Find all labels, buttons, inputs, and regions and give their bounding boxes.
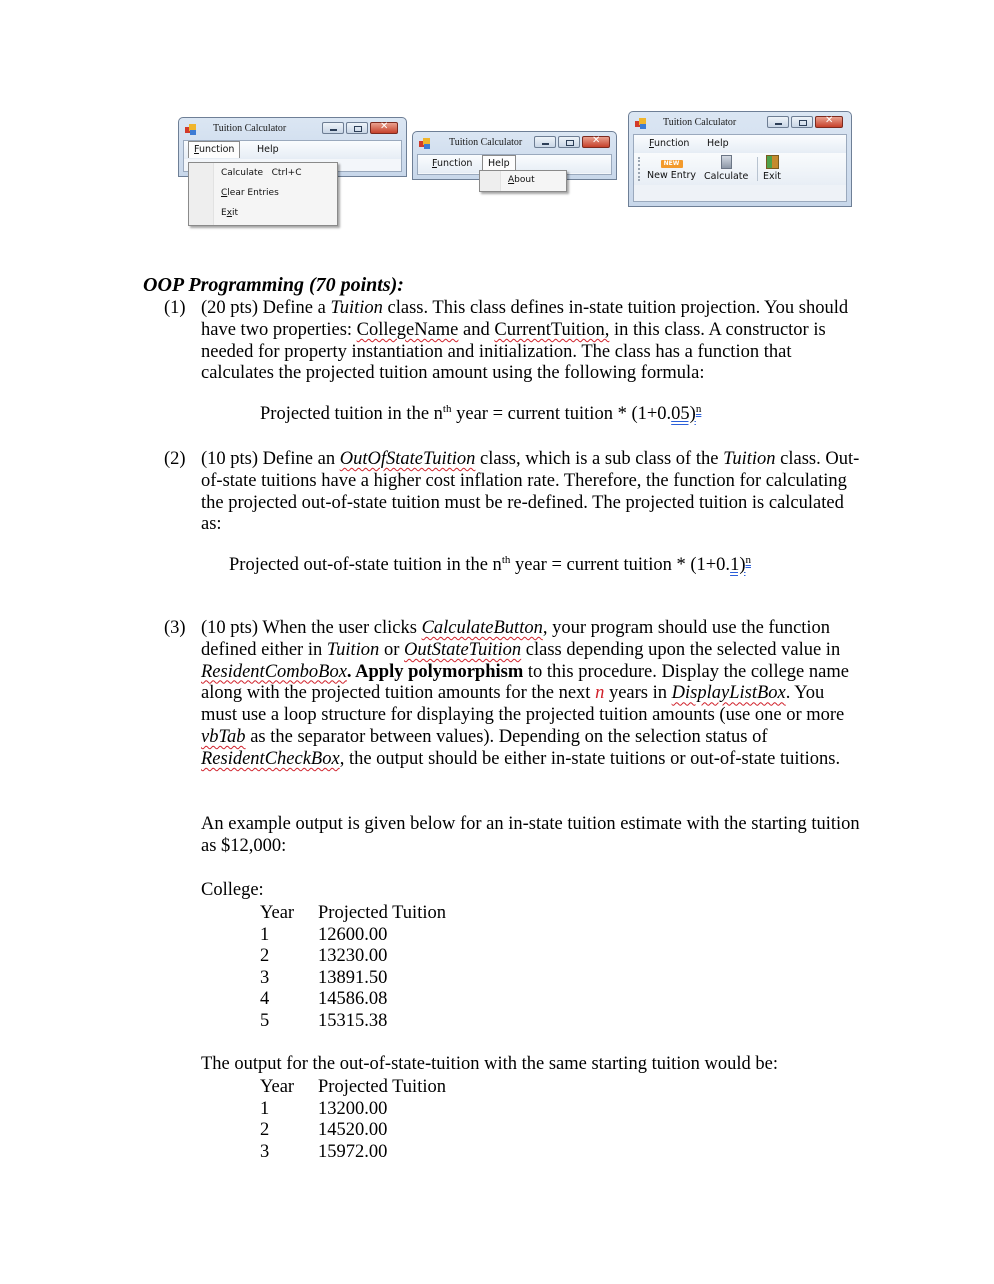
- section-heading: OOP Programming (70 points):: [143, 274, 404, 296]
- app-icon: [419, 138, 431, 149]
- window-title: Tuition Calculator: [449, 137, 523, 148]
- menu-item-calculate[interactable]: Calculate Ctrl+C: [221, 168, 302, 178]
- question-2-text: (10 pts) Define an OutOfStateTuition class, which is a sub class of the Tuition class. Out-of-state tuitions have a higher cost inflation rate. Therefore, the function for calculating the projected out-of-state tuition must be re-defined. The projected tuition is calculated as:: [201, 449, 860, 535]
- toolbar-separator: [757, 157, 758, 181]
- menu-function[interactable]: Function: [432, 158, 473, 169]
- exit-door-icon: [766, 155, 779, 169]
- menu-bar: [634, 135, 846, 153]
- minimize-button[interactable]: [767, 116, 789, 128]
- app-icon: [185, 124, 197, 135]
- menu-bar: [184, 141, 401, 159]
- title-bar[interactable]: [179, 118, 406, 140]
- function-dropdown: [188, 162, 338, 226]
- table-row: 5 15315.38: [260, 1010, 388, 1031]
- question-1-number: (1): [164, 298, 186, 318]
- toolbar-grip[interactable]: [638, 157, 642, 181]
- table-row: 2 14520.00: [260, 1120, 388, 1140]
- example-intro: An example output is given below for an in-state tuition estimate with the starting tuition as $12,000:: [201, 814, 860, 856]
- outstate-intro: The output for the out-of-state-tuition with the same starting tuition would be:: [201, 1054, 778, 1074]
- table-header: Year Projected Tuition: [260, 903, 446, 923]
- title-bar[interactable]: [413, 132, 616, 154]
- table-row: 4 14586.08: [260, 989, 388, 1009]
- exit-button[interactable]: Exit: [763, 155, 781, 182]
- title-bar[interactable]: [629, 112, 851, 134]
- new-entry-button[interactable]: NEW New Entry: [647, 160, 697, 181]
- close-button[interactable]: [370, 122, 398, 134]
- calculate-button[interactable]: Calculate: [704, 155, 748, 182]
- menu-item-about[interactable]: About: [508, 175, 535, 185]
- menu-help[interactable]: Help: [707, 138, 729, 149]
- minimize-button[interactable]: [322, 122, 344, 134]
- minimize-button[interactable]: [534, 136, 556, 148]
- table-row: 3 13891.50: [260, 967, 388, 988]
- table-row: 2 13230.00: [260, 946, 388, 966]
- menu-item-clear-entries[interactable]: Clear Entries: [221, 188, 279, 198]
- menu-help[interactable]: Help: [257, 144, 279, 155]
- window-client: [633, 134, 847, 202]
- close-button[interactable]: [582, 136, 610, 148]
- question-3-number: (3): [164, 618, 186, 638]
- maximize-button[interactable]: [346, 122, 368, 134]
- college-label: College:: [201, 880, 264, 900]
- formula-outstate: Projected out-of-state tuition in the $n^{th}$ year = current tuition * $(1+0.1)^n$: [229, 553, 751, 575]
- menu-function[interactable]: Function: [649, 138, 690, 149]
- app-icon: [635, 118, 647, 129]
- calculator-icon: [721, 155, 732, 169]
- close-button[interactable]: [815, 116, 843, 128]
- window-title: Tuition Calculator: [663, 117, 737, 128]
- instate-output-table: [260, 902, 446, 1031]
- new-icon: NEW: [661, 160, 683, 168]
- menu-item-exit[interactable]: Exit: [221, 208, 239, 218]
- table-row: 1 13200.00: [260, 1098, 388, 1119]
- question-3-text: (10 pts) When the user clicks CalculateButton, your program should use the function defined either in Tuition or OutStateTuition class depending upon the selected value in ResidentComboBox. Apply polymorphism to this procedure. Display the college name along with the projected tuition amounts for the next n years in DisplayListBox. You must use a loop structure for displaying the projected tuition amounts (use one or more vbTab as the separator between values). Depending on the selection status of ResidentCheckBox, the output should be either in-state tuitions or out-of-state tuitions.: [201, 618, 849, 769]
- maximize-button[interactable]: [558, 136, 580, 148]
- question-2-number: (2): [164, 449, 186, 469]
- maximize-button[interactable]: [791, 116, 813, 128]
- outstate-output-table: [260, 1076, 446, 1162]
- toolbar: [634, 153, 846, 185]
- table-header: Year Projected Tuition: [260, 1077, 446, 1097]
- window-title: Tuition Calculator: [213, 123, 287, 134]
- help-dropdown: [479, 170, 567, 192]
- question-1-text: (20 pts) Define a Tuition class. This class defines in-state tuition projection. You should have two properties: CollegeName and CurrentTuition, in this class. A constructor is needed for property instantiation and initialization. The class has a function that calculates the projected tuition amount using the following formula:: [201, 298, 849, 384]
- table-row: 1 12600.00: [260, 924, 388, 945]
- table-row: 3 15972.00: [260, 1141, 388, 1162]
- window-toolbar: [628, 111, 852, 207]
- menu-function[interactable]: Function: [188, 141, 240, 158]
- formula-instate: Projected tuition in the $n^{th}$ year = current tuition * $(1+0.05)^n$: [260, 402, 702, 424]
- menu-help[interactable]: Help: [482, 155, 516, 172]
